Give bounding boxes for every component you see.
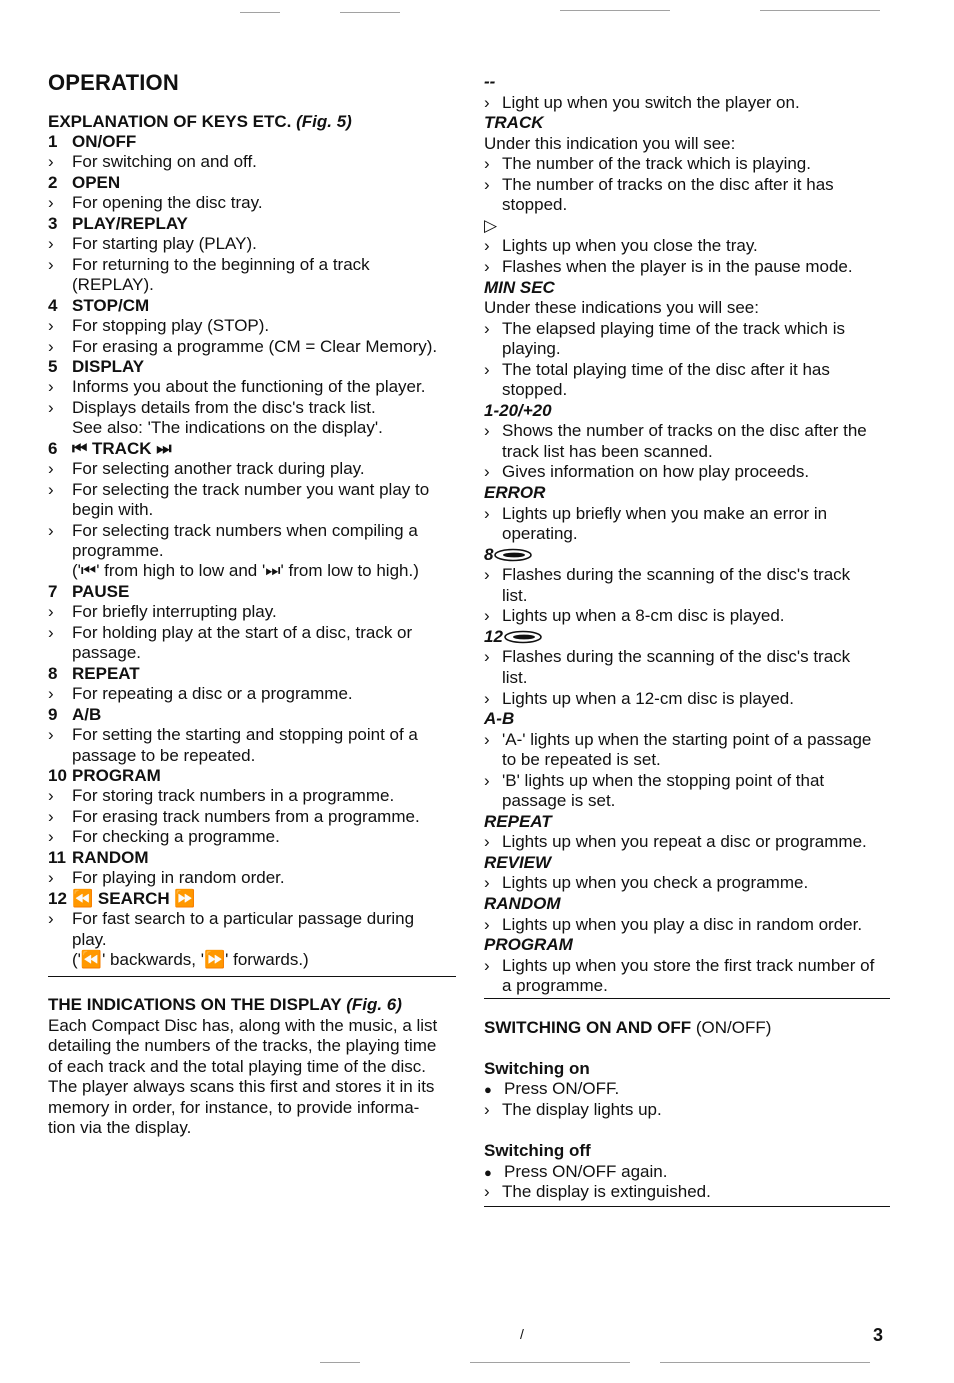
- key-item-line: [48, 827, 456, 847]
- key-item-title: [48, 132, 456, 152]
- page-number: 3: [873, 1325, 884, 1345]
- indication-description: Lights up when you store the first track number of: [502, 955, 875, 975]
- indication-line: [484, 195, 567, 215]
- indication-description: to be repeated is set.: [502, 750, 661, 770]
- indication-line: [484, 442, 713, 462]
- key-number: 2: [48, 172, 58, 192]
- key-number: 5: [48, 356, 58, 376]
- dot-bullet-icon: ●: [484, 1165, 492, 1180]
- indication-description: passage is set.: [502, 791, 616, 811]
- paragraph-line: of each track and the total playing time of the disc.: [48, 1056, 426, 1076]
- bullet-icon: ›: [48, 520, 54, 540]
- indication-line: [484, 257, 853, 277]
- key-name: PROGRAM: [72, 765, 161, 785]
- bullet-icon: ›: [48, 725, 54, 745]
- key-description: programme.: [72, 541, 164, 560]
- bullet-icon: ›: [484, 359, 490, 379]
- indication-line: [484, 462, 809, 482]
- indication-line: [484, 565, 850, 585]
- key-name: STOP/CM: [72, 295, 150, 315]
- key-item-line: [48, 602, 456, 622]
- indication-description: The number of tracks on the disc after it has: [502, 174, 834, 194]
- indication-intro: Under these indications you will see:: [484, 298, 759, 318]
- scan-artifact: [470, 1362, 630, 1363]
- switching-off-title: Switching off: [484, 1141, 591, 1160]
- key-item-line: [48, 377, 456, 397]
- key-item-line: [48, 623, 456, 643]
- key-item-line: [48, 193, 456, 213]
- key-item-title: [48, 582, 456, 602]
- key-item-line: [48, 152, 456, 172]
- scan-artifact: [340, 12, 400, 13]
- key-item-title: [48, 889, 456, 909]
- indication-line: [484, 832, 867, 852]
- indication-line: [484, 915, 862, 935]
- key-item-line: [48, 275, 456, 295]
- key-number: 3: [48, 213, 58, 233]
- indication-description: Flashes during the scanning of the disc's track: [502, 647, 851, 667]
- key-description: passage.: [72, 643, 141, 663]
- page-heading: OPERATION: [48, 70, 179, 95]
- key-name: OPEN: [72, 172, 121, 192]
- bullet-icon: ›: [484, 914, 490, 934]
- indication-description: Gives information on how play proceeds.: [502, 462, 810, 482]
- bullet-icon: ›: [484, 729, 490, 749]
- indication-description: stopped.: [502, 195, 568, 215]
- bullet-icon: ›: [484, 154, 490, 174]
- key-name: ON/OFF: [72, 132, 137, 151]
- key-description: ('⏪' backwards, '⏩' forwards.): [72, 950, 309, 969]
- switching-off-result: [484, 1182, 711, 1202]
- indication-line: [484, 689, 794, 709]
- switching-title-rest: (ON/OFF): [691, 1018, 772, 1037]
- key-description: For selecting track numbers when compiling a: [72, 520, 418, 540]
- indication-line: [484, 750, 661, 770]
- indication-description: Lights up when you repeat a disc or programme.: [502, 832, 867, 852]
- bullet-icon: ›: [48, 602, 54, 622]
- key-item-line: [48, 807, 456, 827]
- key-item-line: [48, 930, 456, 950]
- key-name: RANDOM: [72, 847, 149, 867]
- indication-line: [484, 175, 834, 195]
- indication-line: [484, 606, 785, 626]
- indication-label: ERROR: [484, 483, 546, 502]
- indication-line: [484, 236, 758, 256]
- switching-on-result: [484, 1100, 662, 1120]
- bullet-icon: ›: [48, 336, 54, 356]
- bullet-icon: ›: [484, 256, 490, 276]
- bullet-icon: ›: [484, 174, 490, 194]
- indication-label: A-B: [484, 709, 515, 729]
- indication-line: [484, 976, 608, 996]
- indication-line: [484, 421, 867, 441]
- bullet-icon: ›: [484, 1182, 490, 1201]
- key-number: 8: [48, 663, 58, 683]
- key-number: 7: [48, 581, 58, 601]
- key-item-line: [48, 746, 456, 766]
- indication-line: [484, 504, 827, 524]
- indication-description: Lights up when you close the tray.: [502, 236, 758, 256]
- key-item-line: [48, 868, 456, 888]
- key-number: 1: [48, 132, 58, 151]
- disc-indicator: [484, 545, 533, 565]
- bullet-icon: ›: [48, 193, 54, 213]
- paragraph-line: The player always scans this first and stores it in its: [48, 1077, 435, 1097]
- bullet-icon: ›: [48, 868, 54, 888]
- switching-on-step: [484, 1079, 619, 1100]
- indication-description: Lights up when you play a disc in random order.: [502, 914, 863, 934]
- key-item-line: [48, 418, 456, 438]
- bullet-icon: ›: [484, 1100, 490, 1119]
- key-name: PLAY/REPLAY: [72, 213, 188, 233]
- key-description: play.: [72, 929, 107, 949]
- paragraph-line: detailing the numbers of the tracks, the playing time: [48, 1036, 437, 1056]
- play-indicator-icon: ▷: [484, 215, 498, 235]
- indication-label: REPEAT: [484, 811, 552, 831]
- switching-off-step-text: Press ON/OFF again.: [504, 1162, 668, 1181]
- indication-line: [484, 956, 874, 976]
- key-description: For selecting another track during play.: [72, 459, 365, 479]
- key-item-title: [48, 664, 456, 684]
- key-item-line: [48, 316, 456, 336]
- key-description: For setting the starting and stopping point of a: [72, 725, 418, 745]
- switching-on-step-text: Press ON/OFF.: [504, 1079, 620, 1098]
- key-name: ⏪ SEARCH ⏩: [72, 888, 196, 908]
- keys-section-title: [48, 112, 352, 132]
- paragraph-line: tion via the display.: [48, 1118, 192, 1137]
- key-name: A/B: [72, 704, 102, 724]
- switching-on-result-text: The display lights up.: [502, 1100, 662, 1119]
- key-description: Informs you about the functioning of the player.: [72, 377, 426, 397]
- indication-label: TRACK: [484, 113, 544, 133]
- section-end-rule: [484, 1206, 890, 1207]
- key-item-line: [48, 950, 456, 970]
- switching-off-result-text: The display is extinguished.: [502, 1182, 711, 1201]
- key-item-title: [48, 214, 456, 234]
- switching-on-title: Switching on: [484, 1059, 590, 1078]
- bullet-icon: ›: [484, 462, 490, 482]
- indication-line: [484, 380, 567, 400]
- indication-line: [484, 339, 561, 359]
- key-description: For storing track numbers in a programme.: [72, 786, 395, 806]
- bullet-icon: ›: [484, 503, 490, 523]
- key-number: 11: [48, 847, 66, 867]
- disc-icon: [503, 630, 543, 644]
- key-name: PAUSE: [72, 581, 130, 601]
- indication-label: 1-20/+20: [484, 400, 552, 420]
- indication-line: [484, 771, 824, 791]
- bullet-icon: ›: [48, 622, 54, 642]
- key-item-line: [48, 480, 456, 500]
- key-description: For fast search to a particular passage during: [72, 909, 415, 929]
- scan-artifact: [320, 1362, 360, 1363]
- paragraph-line: memory in order, for instance, to provide informa-: [48, 1097, 420, 1117]
- key-item-title: [48, 848, 456, 868]
- indication-description: Flashes when the player is in the pause mode.: [502, 256, 853, 276]
- key-description: ('⏮' from high to low and '⏭' from low to high.): [72, 561, 419, 581]
- section-divider: [484, 998, 890, 999]
- disc-indicator: [484, 627, 543, 647]
- key-item-line: [48, 684, 456, 704]
- indication-description: list.: [502, 585, 528, 605]
- indication-label: RANDOM: [484, 894, 561, 913]
- key-description: For erasing track numbers from a programme.: [72, 806, 420, 826]
- key-description: For erasing a programme (CM = Clear Memory).: [72, 336, 438, 356]
- indication-line: [484, 647, 850, 667]
- key-item-line: [48, 337, 456, 357]
- disc-size-label: 8: [484, 544, 494, 564]
- indication-description: playing.: [502, 339, 561, 359]
- section-divider: [48, 976, 456, 977]
- bullet-icon: ›: [484, 318, 490, 338]
- bullet-icon: ›: [48, 316, 54, 336]
- key-description: For playing in random order.: [72, 868, 285, 888]
- indication-description: operating.: [502, 524, 578, 544]
- indication-label: MIN SEC: [484, 277, 555, 297]
- indication-line: [484, 360, 830, 380]
- indication-description: The number of the track which is playing.: [502, 154, 811, 174]
- key-description: passage to be repeated.: [72, 745, 256, 765]
- indication-line: [484, 873, 808, 893]
- indication-description: 'B' lights up when the stopping point of that: [502, 770, 825, 790]
- bullet-icon: ›: [48, 397, 54, 417]
- scan-artifact: [240, 12, 280, 13]
- indication-label: --: [484, 72, 496, 91]
- key-description: For opening the disc tray.: [72, 193, 263, 213]
- bullet-icon: ›: [48, 827, 54, 847]
- indication-label: REVIEW: [484, 852, 552, 872]
- bullet-icon: ›: [48, 909, 54, 929]
- bullet-icon: ›: [48, 152, 54, 172]
- keys-fig-ref: (Fig. 5): [296, 112, 352, 131]
- indication-description: Flashes during the scanning of the disc's track: [502, 565, 851, 585]
- indication-description: Light up when you switch the player on.: [502, 92, 800, 112]
- indication-description: list.: [502, 667, 528, 687]
- bullet-icon: ›: [48, 684, 54, 704]
- indication-line: [484, 586, 528, 606]
- indications-fig-ref: (Fig. 6): [346, 995, 402, 1014]
- indication-line: [484, 668, 528, 688]
- bullet-icon: ›: [484, 770, 490, 790]
- indication-description: Lights up when a 12-cm disc is played.: [502, 688, 794, 708]
- key-description: For selecting the track number you want play to: [72, 479, 430, 499]
- key-description: (REPLAY).: [72, 275, 154, 295]
- disc-icon: [493, 548, 533, 562]
- bullet-icon: ›: [484, 955, 490, 975]
- keys-title-text: EXPLANATION OF KEYS ETC.: [48, 112, 292, 131]
- key-description: For checking a programme.: [72, 827, 280, 847]
- indication-description: 'A-' lights up when the starting point of a passage: [502, 729, 872, 749]
- key-item-line: [48, 725, 456, 745]
- indication-description: Lights up briefly when you make an error in: [502, 503, 828, 523]
- key-number: 4: [48, 295, 58, 315]
- key-item-line: [48, 459, 456, 479]
- switching-section-title: [484, 1018, 771, 1038]
- switching-off-step: [484, 1162, 667, 1183]
- key-number: 9: [48, 704, 58, 724]
- scan-artifact: [760, 10, 880, 11]
- key-item-line: [48, 541, 456, 561]
- bullet-icon: ›: [48, 459, 54, 479]
- bullet-icon: ›: [484, 832, 490, 852]
- bullet-icon: ›: [484, 565, 490, 585]
- indication-description: track list has been scanned.: [502, 441, 713, 461]
- key-name: DISPLAY: [72, 356, 145, 376]
- indication-description: Lights up when a 8-cm disc is played.: [502, 606, 785, 626]
- paragraph-line: Each Compact Disc has, along with the music, a list: [48, 1016, 438, 1035]
- indication-description: Lights up when you check a programme.: [502, 873, 809, 893]
- indication-description: a programme.: [502, 976, 608, 996]
- bullet-icon: ›: [48, 479, 54, 499]
- indication-label: PROGRAM: [484, 935, 573, 955]
- key-description: For returning to the beginning of a track: [72, 254, 370, 274]
- key-item-title: [48, 173, 456, 193]
- indication-line: [484, 730, 871, 750]
- indication-intro: Under this indication you will see:: [484, 133, 736, 153]
- key-item-line: [48, 500, 456, 520]
- key-item-title: [48, 296, 456, 316]
- bullet-icon: ›: [48, 786, 54, 806]
- bullet-icon: ›: [484, 688, 490, 708]
- key-item-line: [48, 561, 456, 581]
- key-item-title: [48, 705, 456, 725]
- bullet-icon: ›: [48, 234, 54, 254]
- key-item-line: [48, 909, 456, 929]
- key-item-line: [48, 398, 456, 418]
- key-description: See also: 'The indications on the display'.: [72, 418, 383, 438]
- bullet-icon: ›: [484, 873, 490, 893]
- bullet-icon: ›: [484, 647, 490, 667]
- indication-description: Shows the number of tracks on the disc after the: [502, 421, 867, 441]
- indication-line: [484, 524, 578, 544]
- indication-description: stopped.: [502, 380, 568, 400]
- key-description: Displays details from the disc's track list.: [72, 397, 376, 417]
- key-item-line: [48, 255, 456, 275]
- key-number: 10: [48, 765, 67, 785]
- bullet-icon: ›: [48, 254, 54, 274]
- key-number: 12: [48, 888, 67, 908]
- disc-size-label: 12: [484, 626, 503, 646]
- key-number: 6: [48, 438, 58, 458]
- switching-title-bold: SWITCHING ON AND OFF: [484, 1018, 692, 1037]
- bullet-icon: ›: [484, 92, 490, 112]
- key-description: begin with.: [72, 500, 154, 520]
- key-name: ⏮ TRACK ⏭: [72, 438, 172, 458]
- indication-line: [484, 791, 615, 811]
- bullet-icon: ›: [48, 377, 54, 397]
- key-description: For switching on and off.: [72, 152, 257, 172]
- bullet-icon: ›: [484, 236, 490, 256]
- key-item-line: [48, 643, 456, 663]
- key-description: For briefly interrupting play.: [72, 602, 277, 622]
- bullet-icon: ›: [48, 806, 54, 826]
- key-name: REPEAT: [72, 663, 140, 683]
- key-item-title: [48, 357, 456, 377]
- indications-title-text: THE INDICATIONS ON THE DISPLAY: [48, 995, 342, 1014]
- indications-section-title: [48, 995, 402, 1015]
- bullet-icon: ›: [484, 421, 490, 441]
- indication-description: The total playing time of the disc after it has: [502, 359, 830, 379]
- indication-line: [484, 93, 800, 113]
- key-item-line: [48, 786, 456, 806]
- key-item-title: [48, 439, 456, 459]
- scan-artifact: [660, 1362, 870, 1363]
- bullet-icon: ›: [484, 606, 490, 626]
- key-item-line: [48, 521, 456, 541]
- footer-mark: /: [520, 1326, 524, 1342]
- indication-line: [484, 154, 811, 174]
- key-description: For stopping play (STOP).: [72, 316, 270, 336]
- key-description: For holding play at the start of a disc, track or: [72, 622, 413, 642]
- key-description: For starting play (PLAY).: [72, 234, 257, 254]
- indication-line: [484, 319, 845, 339]
- indication-description: The elapsed playing time of the track which is: [502, 318, 846, 338]
- scan-artifact: [560, 10, 670, 11]
- key-item-line: [48, 234, 456, 254]
- key-description: For repeating a disc or a programme.: [72, 684, 353, 704]
- key-item-title: [48, 766, 456, 786]
- dot-bullet-icon: ●: [484, 1082, 492, 1097]
